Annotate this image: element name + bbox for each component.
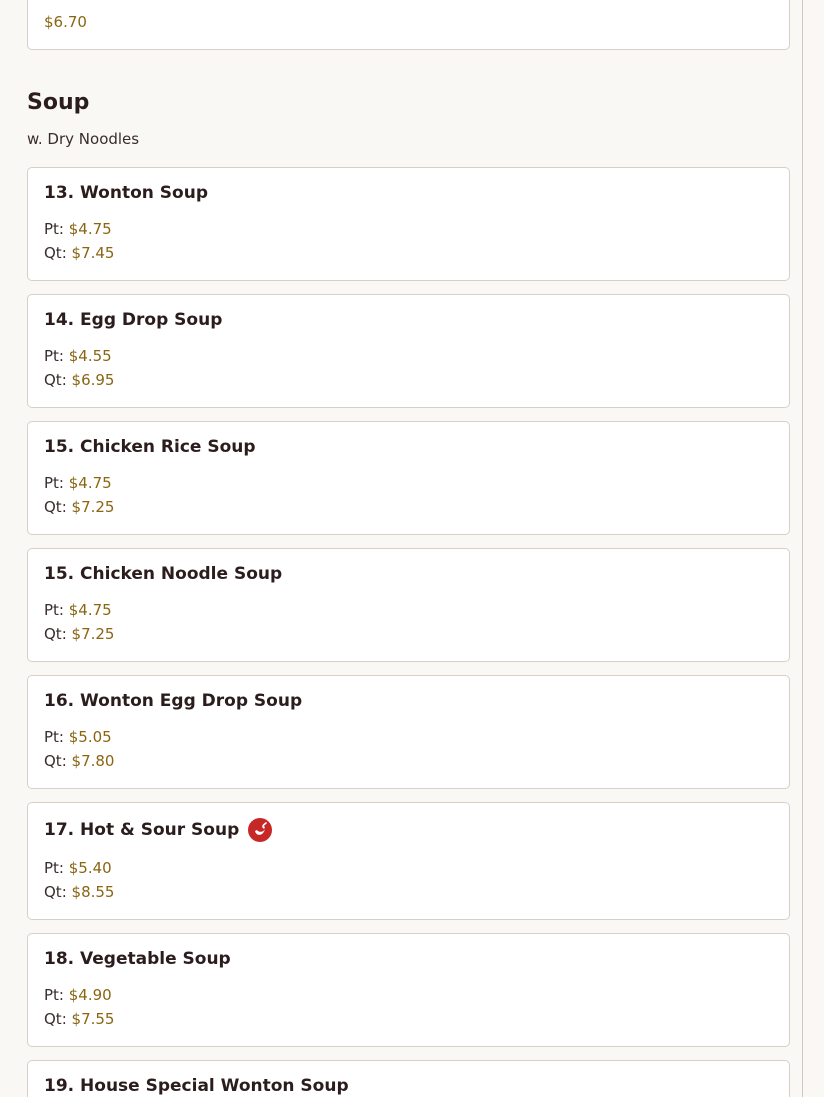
menu-item-card[interactable]	[27, 933, 790, 1047]
quart-price: Qt: $8.55	[44, 883, 115, 901]
quart-price: Qt: $7.45	[44, 244, 115, 262]
item-name: 18. Vegetable Soup	[44, 949, 231, 969]
menu-item-card[interactable]	[27, 1060, 790, 1097]
pint-price: Pt: $4.90	[44, 986, 112, 1004]
menu-item-card-previous[interactable]	[27, 0, 790, 50]
menu-item-card[interactable]	[27, 421, 790, 535]
section-subtitle: w. Dry Noodles	[27, 130, 140, 148]
pint-price: Pt: $4.75	[44, 601, 112, 619]
item-name: 13. Wonton Soup	[44, 183, 208, 203]
quart-price: Qt: $6.95	[44, 371, 115, 389]
pint-price: Pt: $5.05	[44, 728, 112, 746]
item-name: 15. Chicken Rice Soup	[44, 437, 256, 457]
pint-price: Pt: $4.75	[44, 220, 112, 238]
pint-price: Pt: $5.40	[44, 859, 112, 877]
pint-price: Pt: $4.75	[44, 474, 112, 492]
menu-item-card[interactable]	[27, 675, 790, 789]
item-name: 15. Chicken Noodle Soup	[44, 564, 283, 584]
scroll-edge-divider	[802, 0, 803, 1097]
quart-price: Qt: $7.25	[44, 625, 115, 643]
quart-price: Qt: $7.25	[44, 498, 115, 516]
item-name: 19. House Special Wonton Soup	[44, 1076, 349, 1096]
item-name: 14. Egg Drop Soup	[44, 310, 223, 330]
menu-item-card[interactable]	[27, 548, 790, 662]
item-name: 17. Hot & Sour Soup	[44, 818, 272, 842]
menu-item-card[interactable]	[27, 294, 790, 408]
item-price: $6.70	[44, 13, 87, 31]
quart-price: Qt: $7.55	[44, 1010, 115, 1028]
spicy-pepper-icon	[248, 818, 272, 842]
menu-item-card[interactable]	[27, 802, 790, 920]
item-name: 16. Wonton Egg Drop Soup	[44, 691, 303, 711]
quart-price: Qt: $7.80	[44, 752, 115, 770]
pint-price: Pt: $4.55	[44, 347, 112, 365]
section-title: Soup	[27, 90, 90, 115]
menu-item-card[interactable]	[27, 167, 790, 281]
